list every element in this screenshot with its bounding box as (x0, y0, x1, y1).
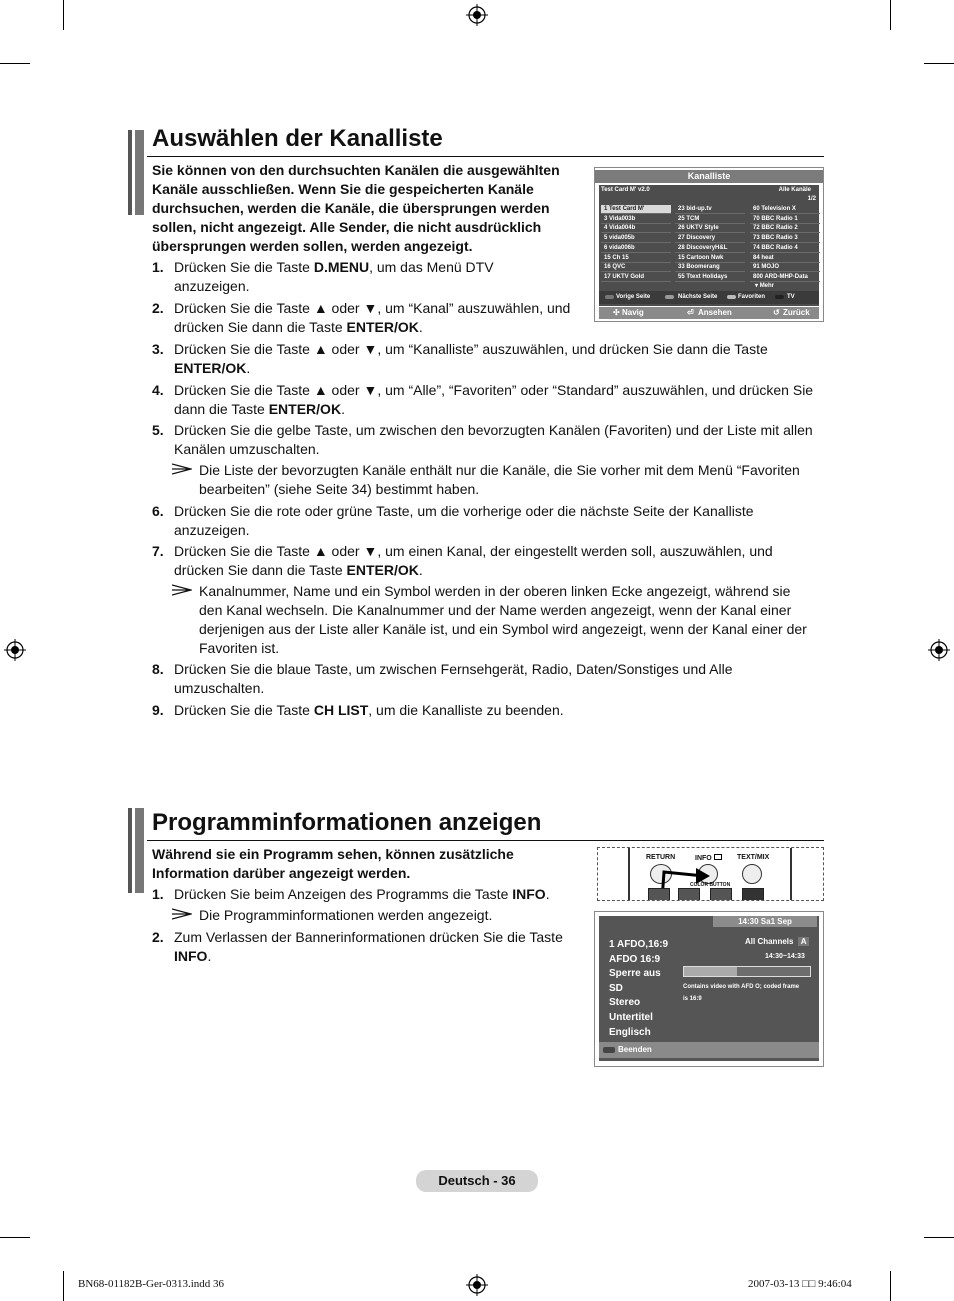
yellow-button[interactable] (710, 888, 732, 901)
desc-line: Contains video with AFD O; coded frame (683, 984, 800, 990)
step-line: Drücken Sie die Taste CH LIST, um die Kanalliste zu beenden. (174, 702, 564, 718)
section-rule (147, 156, 824, 157)
blue-key-icon (775, 295, 784, 299)
crop-mark (924, 63, 954, 64)
channels-text: All Channels (745, 937, 794, 946)
banner-info-line: 1 AFDO,16:9 (609, 939, 669, 950)
note-text: Die Programminformationen werden angezeigt. (199, 907, 493, 923)
osd-nav-bar (599, 307, 819, 319)
channel-row[interactable]: 15 Ch 15 (601, 254, 671, 263)
step-number: 6. (152, 503, 164, 519)
page-badge: Deutsch - 36 (416, 1170, 538, 1192)
step-line: ENTER/OK. (174, 360, 251, 376)
navigate-icon: ✣ (613, 308, 620, 317)
section-intro (152, 161, 582, 256)
osd-title: Kanalliste (595, 170, 823, 183)
step-text (174, 660, 733, 698)
remote-illustration (597, 847, 824, 901)
banner-info-line: Stereo (609, 997, 641, 1009)
crop-mark (890, 1271, 891, 1301)
step-text (174, 928, 563, 966)
channel-row[interactable]: 84 heat (750, 254, 820, 263)
nav-label: Ansehen (698, 308, 732, 317)
section-marker (135, 130, 144, 215)
timespan: 14:30~14:33 (765, 953, 805, 960)
section-rule (147, 840, 824, 841)
note-arrow-icon (172, 908, 192, 920)
channel-row[interactable]: 800 ARD-MHP-Data (750, 273, 820, 282)
intro-line: Information darüber angezeigt werden. (152, 865, 411, 881)
channel-row[interactable]: 15 Cartoon Nwk (675, 254, 745, 263)
info-box-icon (714, 854, 722, 860)
more-text: Mehr (759, 283, 775, 289)
color-button-label: COLOR BUTTON (690, 882, 731, 888)
info-banner-screen (594, 911, 824, 1067)
note-arrow-icon (172, 584, 192, 596)
step-line: drücken Sie dann die Taste ENTER/OK. (174, 562, 423, 578)
step-line: Kanälen umzuschalten. (174, 441, 320, 457)
step-number: 2. (152, 929, 164, 945)
step-line: anzuzeigen. (174, 278, 250, 294)
step-line: Drücken Sie die blaue Taste, um zwischen Fernsehgerät, Radio, Daten/Sonstiges und Alle (174, 661, 733, 677)
green-key-icon (665, 295, 674, 299)
step-line: anzuzeigen. (174, 522, 250, 538)
red-button[interactable] (648, 888, 670, 901)
progress-fill (684, 967, 737, 976)
color-key-label: Vorige Seite (616, 294, 651, 300)
channel-row[interactable]: 3 Vida003b (601, 215, 671, 224)
crop-mark (924, 1237, 954, 1238)
banner-info-line: AFDO 16:9 (609, 953, 661, 965)
registration-mark-icon (466, 4, 488, 26)
channel-row[interactable]: 72 BBC Radio 2 (750, 224, 820, 233)
channel-row[interactable]: 6 vida006b (601, 244, 671, 253)
textmix-label: TEXT/MIX (737, 854, 770, 861)
crop-mark (0, 63, 30, 64)
section-title: Programminformationen anzeigen (152, 809, 542, 836)
print-file-info: BN68-01182B-Ger-0313.indd 36 (78, 1278, 225, 1290)
section-title: Auswählen der Kanalliste (152, 125, 443, 152)
step-text (174, 701, 564, 720)
step-text (174, 502, 754, 540)
step-line: INFO. (174, 948, 212, 964)
channel-row[interactable]: 28 DiscoveryH&L (675, 244, 745, 253)
step-line: Drücken Sie die Taste D.MENU, um das Menü DTV (174, 259, 494, 275)
intro-line: Während sie ein Programm sehen, können zusätzliche (152, 846, 514, 862)
section-marker (135, 808, 144, 893)
note-line: bearbeiten” (siehe Seite 34) bestimmt haben. (199, 481, 480, 497)
channel-row[interactable]: 4 Vida004b (601, 224, 671, 233)
channel-row-selected[interactable]: 1 Test Card M' (601, 205, 671, 214)
yellow-key-icon (727, 295, 736, 299)
nav-label: Navig (622, 308, 644, 317)
osd-body (599, 916, 819, 1061)
page-indicator: 1/2 (807, 196, 816, 202)
step-text: Drücken Sie beim Anzeigen des Programms die Taste INFO. (174, 886, 550, 902)
step-number: 8. (152, 661, 164, 677)
channel-row[interactable]: 91 MOJO (750, 263, 820, 272)
intro-line: sollen, nicht angezeigt. Alle Sender, die nicht ausdrücklich (152, 219, 542, 235)
step-number: 1. (152, 886, 164, 902)
enter-icon: ⏎ (687, 308, 694, 317)
note-line: Die Liste der bevorzugten Kanäle enthält nur die Kanäle, die Sie vorher mit dem Menü “Favoriten (199, 462, 800, 478)
desc-line: is 16:9 (683, 996, 702, 1002)
channel-row[interactable]: 60 Television X (750, 205, 820, 214)
section-marker (128, 808, 132, 893)
osd-body (599, 185, 819, 306)
intro-line: Sie können von den durchsuchten Kanälen die ausgewählten (152, 162, 560, 178)
section-marker (128, 130, 132, 215)
info-label (695, 854, 722, 862)
progress-bar (683, 966, 811, 977)
intro-line: durchsuchen, werden die Kanäle, die übersprungen werden (152, 200, 550, 216)
channel-row[interactable]: 5 vida005b (601, 234, 671, 243)
note-line: derjenigen aus der Liste aller Kanäle ist, und ein Symbol wird angezeigt, wenn der Kanal einer der (199, 621, 807, 637)
color-key-label: Favoriten (738, 294, 766, 300)
more-label: ▾ Mehr (755, 283, 775, 289)
green-button[interactable] (678, 888, 700, 901)
channel-row[interactable]: 55 Ttext Holidays (675, 273, 745, 282)
note-line: den Kanal wechseln. Die Kanalnummer und der Name werden angezeigt, wenn der Kanal einer (199, 602, 792, 618)
exit-label: Beenden (618, 1045, 652, 1054)
section-intro (152, 845, 582, 883)
program-description (683, 981, 799, 1005)
exit-key-icon (603, 1047, 615, 1053)
step-text (174, 299, 570, 337)
current-channel: Test Card M' v2.0 (601, 187, 650, 193)
channel-row[interactable]: 26 UKTV Style (675, 224, 745, 233)
channel-row[interactable]: 70 BBC Radio 1 (750, 215, 820, 224)
step-line: Zum Verlassen der Bannerinformationen drücken Sie die Taste (174, 929, 563, 945)
channel-row[interactable]: 27 Discovery (675, 234, 745, 243)
note-line: Favoriten ist. (199, 640, 280, 656)
channel-row[interactable]: 16 QVC (601, 263, 671, 272)
step-number: 1. (152, 259, 164, 275)
banner-info-line: Englisch (609, 1026, 651, 1038)
step-number: 2. (152, 300, 164, 316)
registration-mark-icon (4, 639, 26, 661)
step-line: Drücken Sie die Taste ▲ oder ▼, um “Kanalliste” auszuwählen, und drücken Sie dann die Taste (174, 341, 768, 357)
step-line: umzuschalten. (174, 680, 265, 696)
banner-info-lines (609, 938, 668, 1040)
registration-mark-icon (928, 639, 950, 661)
channel-row[interactable]: 74 BBC Radio 4 (750, 244, 820, 253)
channel-filter: Alle Kanäle (778, 187, 811, 193)
step-number: 4. (152, 382, 164, 398)
step-text (174, 340, 768, 378)
step-line: Drücken Sie die Taste ▲ oder ▼, um einen Kanal, der eingestellt werden soll, auszuwählen, und (174, 543, 773, 559)
step-line: dann die Taste ENTER/OK. (174, 401, 345, 417)
textmix-button[interactable] (742, 864, 762, 884)
crop-mark (0, 1237, 30, 1238)
note-text (199, 582, 807, 658)
crop-mark (63, 0, 64, 30)
banner-info-line: SD (609, 982, 623, 994)
step-line: Drücken Sie die rote oder grüne Taste, um die vorherige oder die nächste Seite der Kanalliste (174, 503, 754, 519)
info-label-text: INFO (695, 855, 712, 862)
step-number: 5. (152, 422, 164, 438)
intro-line: übersprungen werden sollen, werden angezeigt. (152, 238, 473, 254)
step-text (174, 421, 813, 459)
crop-mark (63, 1271, 64, 1301)
color-key-row (599, 291, 819, 304)
note-text (199, 461, 800, 499)
time-bar: 14:30 Sa1 Sep (713, 916, 817, 927)
step-number: 3. (152, 341, 164, 357)
color-key-label: TV (787, 294, 795, 300)
banner-info-line: Untertitel (609, 1011, 653, 1023)
note-arrow-icon (172, 463, 192, 475)
step-line: drücken Sie dann die Taste ENTER/OK. (174, 319, 423, 335)
step-number: 9. (152, 702, 164, 718)
nav-label: Zurück (783, 308, 810, 317)
registration-mark-icon (466, 1274, 488, 1296)
return-icon: ↺ (773, 308, 780, 317)
step-line: Drücken Sie die Taste ▲ oder ▼, um “Alle”, “Favoriten” oder “Standard” auszuwählen, und drücken Sie (174, 382, 814, 398)
step-line: Drücken Sie die Taste ▲ oder ▼, um “Kanal” auszuwählen, und (174, 300, 571, 316)
note-line: Kanalnummer, Name und ein Symbol werden in der oberen linken Ecke angezeigt, während sie (199, 583, 791, 599)
return-label: RETURN (646, 854, 676, 861)
crop-mark (890, 0, 891, 30)
kanalliste-screen (594, 167, 824, 322)
intro-line: Kanäle ausschließen. Wenn Sie die gespeicherten Kanäle (152, 181, 534, 197)
step-text (174, 258, 494, 296)
channel-row[interactable]: 25 TCM (675, 215, 745, 224)
exit-bar (599, 1042, 819, 1058)
channel-row[interactable]: 17 UKTV Gold (601, 273, 671, 282)
banner-info-line: Sperre aus (609, 968, 661, 980)
channels-label (745, 937, 809, 946)
channel-row[interactable]: 33 Boomerang (675, 263, 745, 272)
step-line: Drücken Sie die gelbe Taste, um zwischen den bevorzugten Kanälen (Favoriten) und der Liste mit allen (174, 422, 813, 438)
channel-row[interactable]: 23 bid-up.tv (675, 205, 745, 214)
channel-row[interactable]: 73 BBC Radio 3 (750, 234, 820, 243)
blue-button[interactable] (742, 888, 764, 901)
step-number: 7. (152, 543, 164, 559)
step-text (174, 542, 773, 580)
print-date-info: 2007-03-13 □□ 9:46:04 (748, 1278, 852, 1290)
channels-badge: A (798, 937, 810, 946)
red-key-icon (605, 295, 614, 299)
step-text (174, 381, 813, 419)
color-key-label: Nächste Seite (678, 294, 718, 300)
